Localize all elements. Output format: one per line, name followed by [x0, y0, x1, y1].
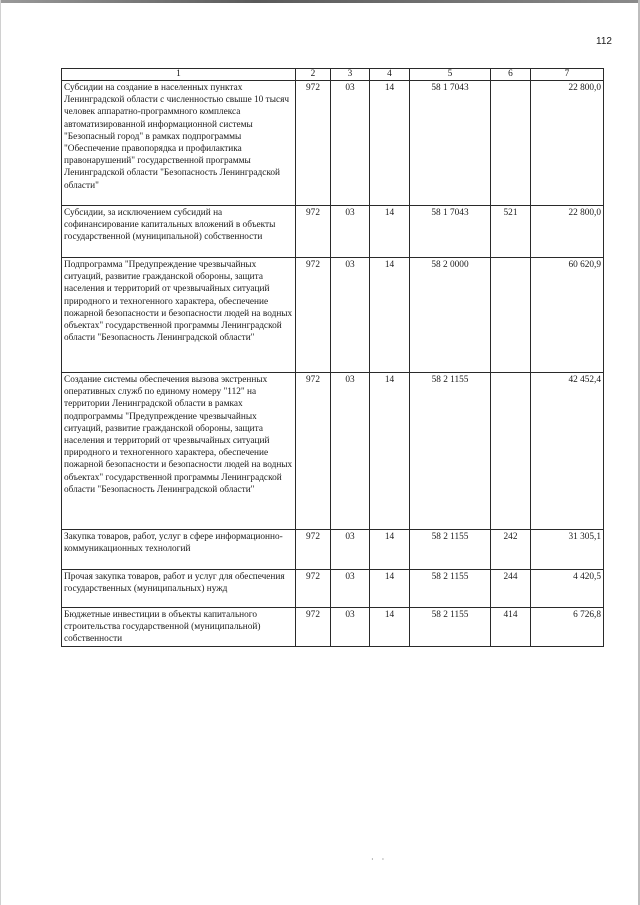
cell-subsection-code: 14 [370, 373, 410, 530]
row-description: Бюджетные инвестиции в объекты капитального строительства государственной (муниципальной) собственности [62, 608, 296, 647]
table-row [62, 206, 604, 258]
cell-subsection-code: 14 [370, 608, 410, 647]
cell-ministry-code: 972 [296, 81, 331, 206]
budget-table [61, 68, 604, 647]
row-description: Закупка товаров, работ, услуг в сфере информационно-коммуникационных технологий [62, 530, 296, 570]
cell-ministry-code: 972 [296, 206, 331, 258]
scan-edge-left [0, 0, 1, 905]
cell-amount: 60 620,9 [531, 258, 604, 373]
column-header: 5 [410, 69, 491, 81]
cell-target-article: 58 2 1155 [410, 570, 491, 608]
cell-amount: 22 800,0 [531, 81, 604, 206]
cell-amount: 6 726,8 [531, 608, 604, 647]
cell-amount: 42 452,4 [531, 373, 604, 530]
cell-expense-type: 521 [491, 206, 531, 258]
table-row [62, 608, 604, 647]
cell-amount: 4 420,5 [531, 570, 604, 608]
table-row [62, 530, 604, 570]
cell-subsection-code: 14 [370, 530, 410, 570]
cell-ministry-code: 972 [296, 373, 331, 530]
cell-subsection-code: 14 [370, 570, 410, 608]
cell-target-article: 58 2 1155 [410, 530, 491, 570]
cell-section-code: 03 [331, 530, 370, 570]
row-description: Подпрограмма "Предупреждение чрезвычайных ситуаций, развитие гражданской обороны, защита населения и территорий от чрезвычайных ситуаций природного и техногенного характера, обеспечение пожарной безопасности и безопасности людей на водных объектах" государственной программы Ленинградской области "Безопасность Ленинградской области" [62, 258, 296, 373]
cell-section-code: 03 [331, 373, 370, 530]
table-header-row [62, 69, 604, 81]
row-description: Субсидии, за исключением субсидий на софинансирование капитальных вложений в объекты государственной (муниципальной) собственности [62, 206, 296, 258]
column-header: 3 [331, 69, 370, 81]
cell-target-article: 58 1 7043 [410, 81, 491, 206]
scan-noise-marks: · · [371, 855, 388, 864]
scan-edge-top [0, 0, 640, 3]
cell-amount: 31 305,1 [531, 530, 604, 570]
cell-target-article: 58 2 0000 [410, 258, 491, 373]
column-header: 7 [531, 69, 604, 81]
row-description: Прочая закупка товаров, работ и услуг для обеспечения государственных (муниципальных) нужд [62, 570, 296, 608]
column-header: 2 [296, 69, 331, 81]
column-header: 1 [62, 69, 296, 81]
table-row [62, 373, 604, 530]
cell-target-article: 58 2 1155 [410, 373, 491, 530]
cell-section-code: 03 [331, 258, 370, 373]
cell-expense-type [491, 81, 531, 206]
page-number: 112 [596, 36, 612, 47]
table-row [62, 258, 604, 373]
cell-section-code: 03 [331, 608, 370, 647]
cell-expense-type: 244 [491, 570, 531, 608]
column-header: 6 [491, 69, 531, 81]
cell-section-code: 03 [331, 570, 370, 608]
table-row [62, 570, 604, 608]
cell-ministry-code: 972 [296, 530, 331, 570]
cell-subsection-code: 14 [370, 206, 410, 258]
table-row [62, 81, 604, 206]
cell-target-article: 58 2 1155 [410, 608, 491, 647]
cell-subsection-code: 14 [370, 258, 410, 373]
column-header: 4 [370, 69, 410, 81]
cell-ministry-code: 972 [296, 570, 331, 608]
cell-subsection-code: 14 [370, 81, 410, 206]
cell-ministry-code: 972 [296, 258, 331, 373]
cell-expense-type [491, 373, 531, 530]
cell-expense-type: 414 [491, 608, 531, 647]
row-description: Создание системы обеспечения вызова экстренных оперативных служб по единому номеру "112" на территории Ленинградской области в рамках подпрограммы "Предупреждение чрезвычайных ситуаций, развитие гражданской обороны, защита населения и территорий от чрезвычайных ситуаций природного и техногенного характера, обеспечение пожарной безопасности и безопасности людей на водных объектах" государственной программы Ленинградской области "Безопасность Ленинградской области" [62, 373, 296, 530]
cell-target-article: 58 1 7043 [410, 206, 491, 258]
cell-expense-type [491, 258, 531, 373]
row-description: Субсидии на создание в населенных пунктах Ленинградской области с численностью свыше 10 тысяч человек аппаратно-программного комплекса автоматизированной информационной системы "Безопасный город" в рамках подпрограммы "Обеспечение правопорядка и профилактика правонарушений" государственной программы Ленинградской области "Безопасность Ленинградской области" [62, 81, 296, 206]
cell-amount: 22 800,0 [531, 206, 604, 258]
cell-expense-type: 242 [491, 530, 531, 570]
cell-section-code: 03 [331, 81, 370, 206]
cell-ministry-code: 972 [296, 608, 331, 647]
cell-section-code: 03 [331, 206, 370, 258]
